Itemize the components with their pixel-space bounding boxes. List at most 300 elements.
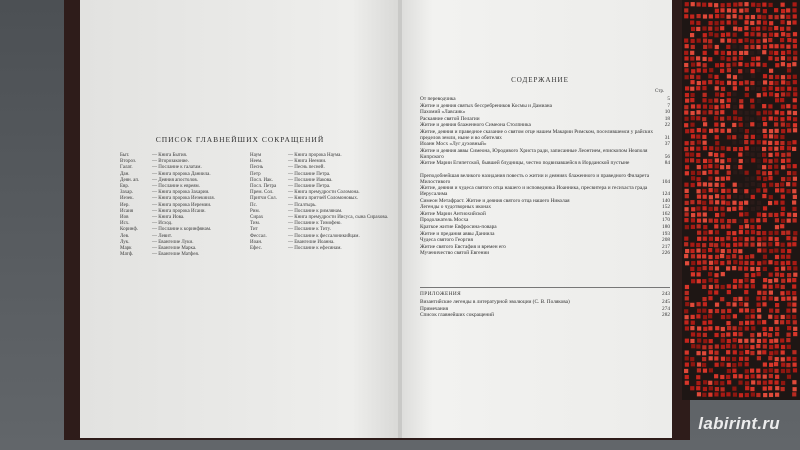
mosaic-tile [762,15,766,19]
mosaic-tile [726,236,730,240]
mosaic-tile [769,249,773,253]
mosaic-tile [745,159,749,163]
mosaic-tile [756,39,760,43]
mosaic-tile [757,183,761,187]
mosaic-tile [720,375,724,379]
entry-title: Легенды о чудотворных иконах [420,204,492,211]
mosaic-tile [715,158,719,162]
mosaic-tile [685,141,689,145]
mosaic-tile [703,122,707,126]
mosaic-tile [774,51,778,55]
mosaic-tile [793,273,797,277]
mosaic-tile [762,50,766,54]
mosaic-tile [762,231,766,235]
mosaic-tile [708,99,712,103]
mosaic-tile [774,248,778,252]
mosaic-tile [792,20,796,24]
mosaic-tile [726,375,730,379]
mosaic-tile [768,141,772,145]
mosaic-tile [793,32,797,36]
mosaic-tile [787,357,791,361]
mosaic-tile [739,195,743,199]
mosaic-tile [745,8,749,12]
mosaic-tile [709,230,713,234]
mosaic-tile [691,116,695,120]
mosaic-tile [786,81,790,85]
appendix-heading [420,291,670,297]
mosaic-tile [756,170,760,174]
mosaic-tile [727,309,731,313]
abbr-definition: — Исход. [152,221,173,227]
mosaic-tile [703,93,707,97]
abbr-column-2-defs [288,153,388,252]
mosaic-tile [703,51,707,55]
mosaic-tile [775,188,779,192]
abbr-item: Коринф. [120,227,138,233]
mosaic-tile [781,369,785,373]
mosaic-tile [691,171,695,175]
mosaic-tile [775,170,779,174]
mosaic-tile [715,213,719,217]
mosaic-tile [702,206,706,210]
mosaic-tile [780,188,784,192]
mosaic-tile [696,147,700,151]
mosaic-tile [745,171,749,175]
mosaic-tile [751,326,755,330]
mosaic-tile [685,296,689,300]
mosaic-tile [769,116,773,120]
mosaic-tile [750,351,754,355]
mosaic-tile [762,104,766,108]
mosaic-tile [774,165,778,169]
mosaic-tile [697,39,701,43]
mosaic-tile [715,326,719,330]
mosaic-tile [787,75,791,79]
mosaic-tile [727,219,731,223]
mosaic-tile [763,284,767,288]
mosaic-tile [739,104,743,108]
mosaic-tile [786,261,790,265]
mosaic-tile [744,278,748,282]
mosaic-tile [763,129,767,133]
appendix-rule [420,287,670,288]
mosaic-tile [733,183,737,187]
mosaic-tile [733,81,737,85]
mosaic-tile [691,104,695,108]
mosaic-tile [792,350,796,354]
mosaic-tile [774,315,778,319]
mosaic-tile [727,92,731,96]
mosaic-tile [744,339,748,343]
mosaic-tile [769,69,773,73]
mosaic-tile [756,27,760,31]
mosaic-tile [721,249,725,253]
contents-entry [420,237,670,243]
mosaic-tile [774,261,778,265]
mosaic-tile [750,45,754,49]
mosaic-tile [696,2,700,6]
mosaic-tile [774,122,778,126]
mosaic-tile [721,146,725,150]
mosaic-tile [715,248,719,252]
mosaic-tile [685,165,689,169]
mosaic-tile [697,326,701,330]
mosaic-tile [769,231,773,235]
mosaic-tile [715,200,719,204]
mosaic-tile [762,242,766,246]
mosaic-tile [793,80,797,84]
mosaic-tile [774,201,778,205]
mosaic-tile [787,50,791,54]
abbr-definition: — Книга пророка Иеремии. [152,202,212,208]
abbr-definition: — Послание Петра. [288,171,331,177]
mosaic-tile [750,237,754,241]
mosaic-tile [763,110,767,114]
mosaic-tile [727,129,731,133]
entry-title: Житие и деяния святых бессребреников Космы и Дамиана [420,102,552,109]
mosaic-tile [727,98,731,102]
mosaic-tile [715,387,719,391]
mosaic-tile [702,297,706,301]
mosaic-tile [750,62,754,66]
mosaic-tile [696,86,700,90]
mosaic-tile [793,332,797,336]
mosaic-tile [781,62,785,66]
mosaic-tile [727,81,731,85]
mosaic-tile [769,291,773,295]
mosaic-tile [714,290,718,294]
mosaic-tile [762,87,766,91]
mosaic-tile [757,356,761,360]
mosaic-tile [708,345,712,349]
abbr-definition: — Евангелие Матфея. [152,252,200,258]
mosaic-tile [685,2,689,6]
mosaic-tile [697,279,701,283]
mosaic-tile [690,249,694,253]
mosaic-tile [769,285,773,289]
contents-entry [420,122,670,128]
mosaic-tile [733,110,737,114]
mosaic-tile [793,44,797,48]
right-page [400,0,672,440]
mosaic-tile [697,104,701,108]
mosaic-tile [781,104,785,108]
mosaic-tile [739,261,743,265]
mosaic-tile [774,297,778,301]
mosaic-tile [721,87,725,91]
abbr-item: Пс. [250,202,258,208]
mosaic-tile [775,110,779,114]
mosaic-tile [696,351,700,355]
mosaic-tile [696,153,700,157]
mosaic-tile [781,122,785,126]
mosaic-tile [756,56,760,60]
mosaic-tile [720,261,724,265]
mosaic-tile [787,249,791,253]
mosaic-tile [775,393,779,397]
mosaic-tile [733,33,737,37]
mosaic-tile [768,260,772,264]
mosaic-tile [721,33,725,37]
mosaic-tile [792,207,796,211]
entry-title: Мученичество святой Евгении [420,250,490,257]
mosaic-tile [696,177,700,181]
mosaic-tile [738,27,742,31]
mosaic-tile [697,195,701,199]
mosaic-tile [715,363,719,367]
mosaic-tile [726,243,730,247]
mosaic-tile [763,159,767,163]
mosaic-tile [739,159,743,163]
mosaic-tile [733,260,737,264]
entry-page: 31 [664,135,670,141]
mosaic-tile [685,189,689,193]
left-page [80,0,400,440]
mosaic-tile [781,387,785,391]
mosaic-tile [762,153,766,157]
mosaic-tile [733,249,737,253]
mosaic-tile [708,80,712,84]
mosaic-tile [726,45,730,49]
abbr-item: Наум [250,153,262,158]
entry-title: Житие, деяния и праведное сказание о святом отце нашем Макарии Римском, поселившемся у райских пределов земли, ныне и во обителях [420,129,653,141]
mosaic-tile [750,243,754,247]
mosaic-tile [786,15,790,19]
mosaic-tile [709,266,713,270]
mosaic-tile [685,381,689,385]
mosaic-tile [715,309,719,313]
mosaic-tile [774,44,778,48]
mosaic-tile [769,393,773,397]
mosaic-tile [769,327,773,331]
mosaic-tile [774,33,778,37]
mosaic-tile [720,129,724,133]
mosaic-tile [757,153,761,157]
mosaic-tile [721,56,725,60]
mosaic-tile [775,344,779,348]
mosaic-tile [732,62,736,66]
mosaic-tile [696,159,700,163]
mosaic-tile [751,207,755,211]
mosaic-tile [697,392,701,396]
mosaic-tile [733,279,737,283]
mosaic-tile [703,339,707,343]
contents-entry [420,231,670,237]
mosaic-tile [685,291,689,295]
mosaic-tile [684,123,688,127]
mosaic-tile [715,177,719,181]
mosaic-tile [727,369,731,373]
mosaic-tile [756,218,760,222]
mosaic-tile [792,392,796,396]
mosaic-tile [780,291,784,295]
mosaic-tile [751,195,755,199]
mosaic-tile [775,309,779,313]
abbr-definition: — Левит. [152,233,172,239]
mosaic-tile [696,21,700,25]
abbr-item: Рим. [250,208,260,214]
mosaic-tile [721,177,725,181]
abbr-item: Тим. [250,221,261,227]
mosaic-tile [786,45,790,49]
mosaic-tile [732,302,736,306]
mosaic-tile [697,140,701,144]
mosaic-tile [744,207,748,211]
mosaic-tile [702,110,706,114]
entry-title: От переводчика [420,96,456,102]
mosaic-tile [738,117,742,121]
mosaic-tile [685,93,689,97]
mosaic-tile [787,213,791,217]
mosaic-tile [775,327,779,331]
abbr-definition: — Псалтырь. [288,202,317,208]
mosaic-tile [787,266,791,270]
mosaic-tile [745,117,749,121]
mosaic-tile [726,165,730,169]
mosaic-tile [774,380,778,384]
mosaic-tile [756,296,760,300]
mosaic-tile [684,51,688,55]
mosaic-tile [691,321,695,325]
mosaic-tile [714,374,718,378]
appendix-page: 243 [662,291,670,297]
mosaic-tile [792,296,796,300]
mosaic-tile [715,63,719,67]
contents-entry [420,204,670,210]
mosaic-tile [702,254,706,258]
entry-page: 152 [662,204,670,211]
mosaic-tile [690,303,694,307]
entry-title: Краткое житие Евфросина-повара [420,224,497,230]
mosaic-tile [697,62,701,66]
mosaic-tile [715,14,719,18]
entry-page: 226 [662,250,670,257]
mosaic-tile [757,93,761,97]
mosaic-tile [697,333,701,337]
contents-entry [420,217,670,223]
mosaic-tile [732,326,736,330]
mosaic-tile [732,201,736,205]
mosaic-tile [703,14,707,18]
mosaic-tile [786,255,790,259]
mosaic-tile [792,140,796,144]
abbr-item: Посл. Иак. [250,177,273,183]
mosaic-tile [780,224,784,228]
mosaic-tile [775,386,779,390]
mosaic-tile [726,147,730,151]
mosaic-tile [756,393,760,397]
abbr-definition: — Послание к Тимофею. [288,221,342,227]
mosaic-tile [763,206,767,210]
mosaic-tile [715,164,719,168]
mosaic-tile [709,68,713,72]
mosaic-tile [702,26,706,30]
mosaic-tile [751,86,755,90]
mosaic-tile [703,33,707,37]
mosaic-tile [732,207,736,211]
mosaic-tile [757,308,761,312]
mosaic-tile [721,333,725,337]
abbr-item: Матф. [120,252,134,258]
mosaic-tile [780,320,784,324]
abbr-definition: — Евангелие Марка. [152,246,197,252]
mosaic-tile [762,194,766,198]
mosaic-tile [792,147,796,151]
abbr-item: Захар. [120,190,134,196]
mosaic-tile [703,39,707,43]
entry-title: Житие святого Евстафия и времен его [420,243,506,250]
mosaic-tile [787,141,791,145]
mosaic-tile [787,171,791,175]
mosaic-tile [702,357,706,361]
mosaic-tile [775,255,779,259]
mosaic-tile [697,81,701,85]
mosaic-tile [702,363,706,367]
mosaic-tile [786,158,790,162]
mosaic-tile [739,230,743,234]
mosaic-tile [733,237,737,241]
contents-entry [420,141,670,147]
mosaic-tile [715,266,719,270]
mosaic-tile [769,33,773,37]
mosaic-tile [751,374,755,378]
mosaic-tile [781,249,785,253]
entry-page: 22 [664,122,670,129]
mosaic-tile [691,176,695,180]
mosaic-tile [763,375,767,379]
mosaic-tile [793,266,797,270]
mosaic-tile [726,63,730,67]
mosaic-tile [750,122,754,126]
mosaic-tile [751,176,755,180]
mosaic-tile [738,362,742,366]
mosaic-tile [763,33,767,37]
mosaic-tile [726,332,730,336]
mosaic-tile [721,225,725,229]
mosaic-tile [793,98,797,102]
mosaic-tile [744,266,748,270]
mosaic-tile [684,8,688,12]
mosaic-tile [702,57,706,61]
mosaic-tile [715,303,719,307]
mosaic-tile [708,248,712,252]
mosaic-tile [697,231,701,235]
mosaic-tile [715,183,719,187]
mosaic-tile [757,237,761,241]
mosaic-tile [702,260,706,264]
mosaic-tile [787,296,791,300]
mosaic-tile [685,249,689,253]
mosaic-tile [690,386,694,390]
mosaic-tile [720,26,724,30]
mosaic-tile [756,369,760,373]
mosaic-tile [792,284,796,288]
mosaic-tile [690,56,694,60]
mosaic-tile [733,165,737,169]
mosaic-tile [708,326,712,330]
mosaic-tile [751,69,755,73]
mosaic-tile [757,201,761,205]
mosaic-tile [762,140,766,144]
watermark-logo: labirint.ru [698,414,780,433]
mosaic-tile [697,171,701,175]
entry-title: Примечания [420,305,448,312]
mosaic-tile [762,171,766,175]
mosaic-tile [721,123,725,127]
mosaic-tile [793,195,797,199]
mosaic-tile [709,237,713,241]
mosaic-tile [768,153,772,157]
